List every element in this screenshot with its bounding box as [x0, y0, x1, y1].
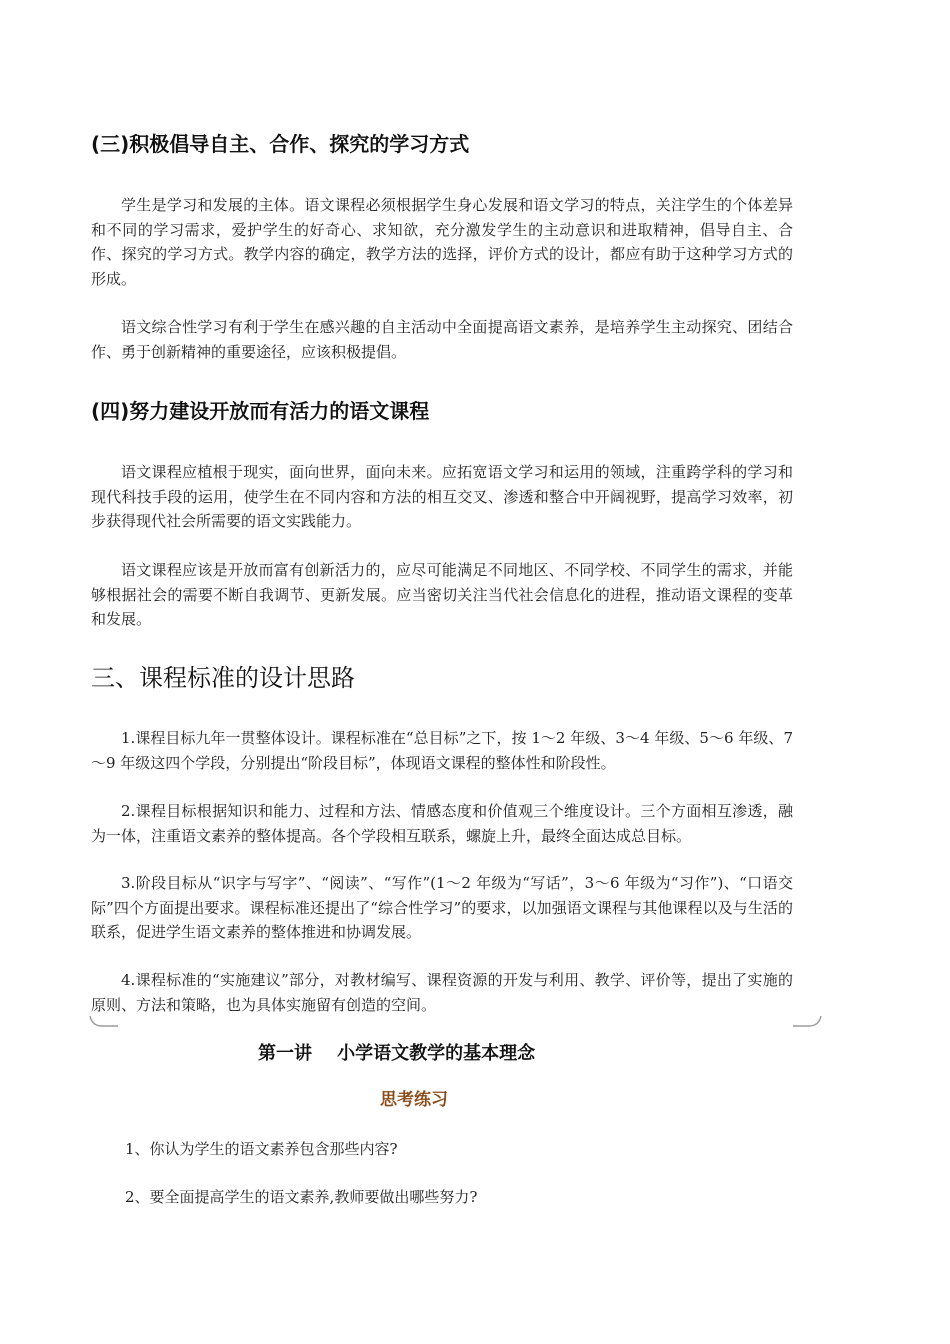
header-corner-left-ornament — [88, 1014, 120, 1030]
paragraph-open-curriculum-2: 语文课程应该是开放而富有创新活力的，应尽可能满足不同地区、不同学校、不同学生的需求，并能够根据社会的需要不断自我调节、更新发展。应当密切关注当代社会信息化的进程，推动语文课程的变革和发展。 — [91, 561, 793, 629]
paragraph-learning-methods-1: 学生是学习和发展的主体。语文课程必须根据学生身心发展和语文学习的特点，关注学生的个体差异和不同的学习需求，爱护学生的好奇心、求知欲，充分激发学生的主动意识和进取精神，倡导自主、合作、探究的学习方式。教学内容的确定，教学方法的选择，评价方式的设计，都应有助于这种学习方式的形成。 — [91, 196, 793, 288]
design-item-1: 1.课程目标九年一贯整体设计。课程标准在“总目标”之下，按 1～2 年级、3～4 年级、5～6 年级、7～9 年级这四个学段，分别提出“阶段目标”，体现语文课程的整体性和阶段性。 — [91, 729, 793, 772]
design-item-4: 4.课程标准的“实施建议”部分，对教材编写、课程资源的开发与利用、教学、评价等，提出了实施的原则、方法和策略，也为具体实施留有创造的空间。 — [91, 971, 793, 1014]
section-heading-open-curriculum: (四)努力建设开放而有活力的语文课程 — [91, 399, 430, 423]
design-item-2: 2.课程目标根据知识和能力、过程和方法、情感态度和价值观三个维度设计。三个方面相互渗透，融为一体，注重语文素养的整体提高。各个学段相互联系，螺旋上升，最终全面达成总目标。 — [91, 802, 793, 845]
exercise-question-1: 1、你认为学生的语文素养包含那些内容? — [125, 1140, 398, 1158]
exercise-title: 思考练习 — [380, 1090, 448, 1110]
chapter-heading-design-ideas: 三、课程标准的设计思路 — [91, 664, 355, 692]
section-heading-learning-methods: (三)积极倡导自主、合作、探究的学习方式 — [91, 132, 470, 156]
lecture-title: 第一讲 小学语文教学的基本理念 — [258, 1043, 536, 1064]
paragraph-open-curriculum-1: 语文课程应植根于现实，面向世界，面向未来。应拓宽语文学习和运用的领域，注重跨学科的学习和现代科技手段的运用，使学生在不同内容和方法的相互交叉、渗透和整合中开阔视野，提高学习效率，初步获得现代社会所需要的语文实践能力。 — [91, 463, 793, 531]
header-corner-right-ornament — [791, 1014, 823, 1030]
paragraph-learning-methods-2: 语文综合性学习有利于学生在感兴趣的自主活动中全面提高语文素养，是培养学生主动探究、团结合作、勇于创新精神的重要途径，应该积极提倡。 — [91, 318, 793, 361]
design-item-3: 3.阶段目标从“识字与写字”、“阅读”、“写作”(1～2 年级为“写话”，3～6 年级为“习作”)、“口语交际”四个方面提出要求。课程标准还提出了“综合性学习”的要求，以加强语文课程与其他课程以及与生活的联系，促进学生语文素养的整体推进和协调发展。 — [91, 874, 793, 942]
exercise-question-2: 2、要全面提高学生的语文素养,教师要做出哪些努力? — [125, 1188, 478, 1206]
